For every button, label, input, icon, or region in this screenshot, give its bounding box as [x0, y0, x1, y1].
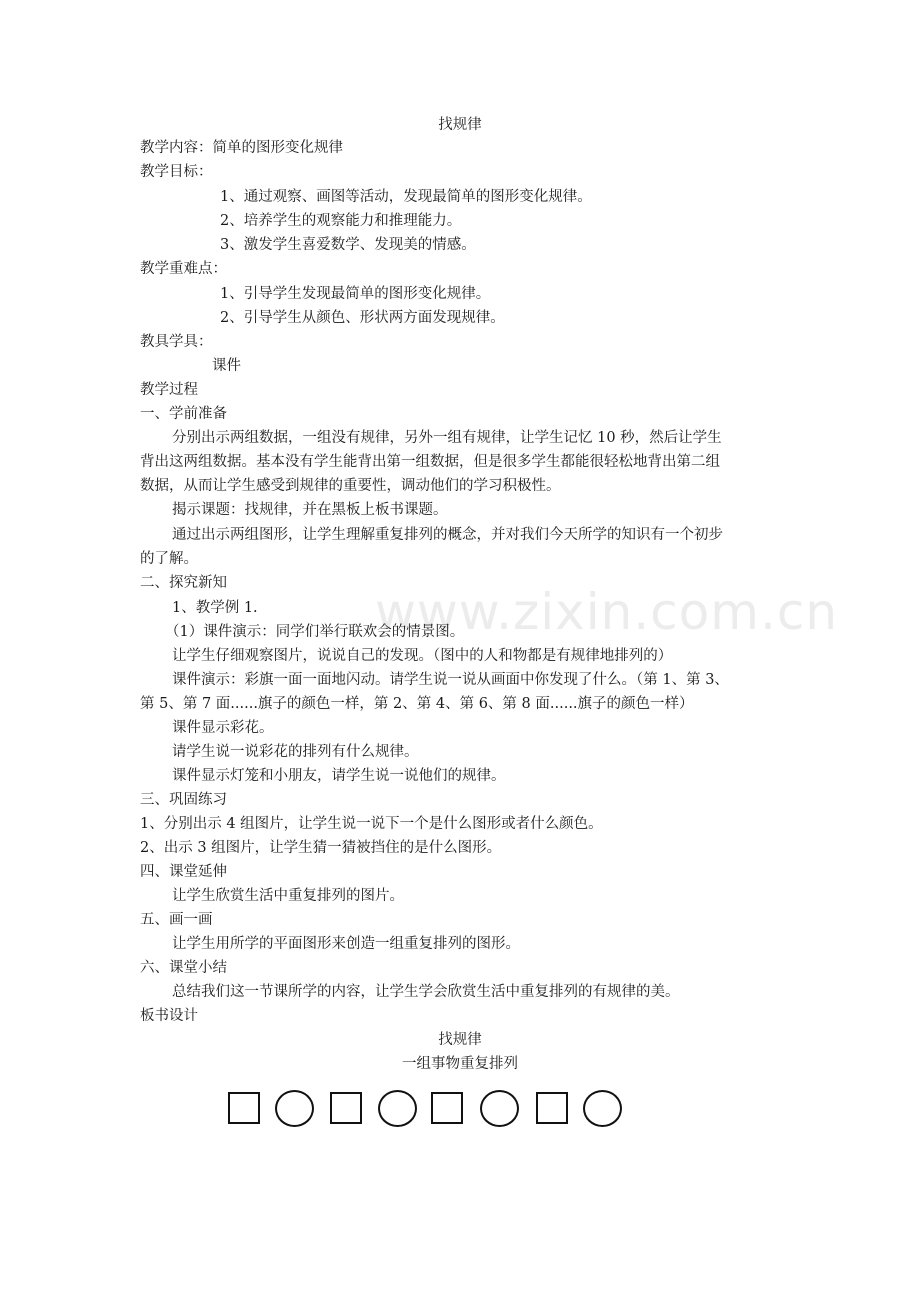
section-heading: 五、画一画	[140, 912, 213, 928]
paragraph-line: 总结我们这一节课所学的内容，让学生学会欣赏生活中重复排列的有规律的美。	[172, 984, 680, 1000]
section-heading: 一、学前准备	[140, 406, 227, 422]
goal-item: 3、激发学生喜爱数学、发现美的情感。	[220, 237, 476, 253]
paragraph-line: 请学生说一说彩花的排列有什么规律。	[172, 744, 419, 760]
section-heading: 二、探究新知	[140, 575, 227, 591]
board-heading: 板书设计	[140, 1008, 198, 1024]
paragraph-line: 让学生用所学的平面图形来创造一组重复排列的图形。	[172, 936, 520, 952]
paragraph-line: 2、出示 3 组图片，让学生猜一猜被挡住的是什么图形。	[140, 840, 502, 856]
paragraph-line: 数据，从而让学生感受到规律的重要性，调动他们的学习积极性。	[140, 478, 561, 494]
paragraph-line: 课件显示灯笼和小朋友，请学生说一说他们的规律。	[172, 768, 506, 784]
section-heading: 六、课堂小结	[140, 960, 227, 976]
board-title: 找规律	[438, 1032, 482, 1048]
goals-heading: 教学目标：	[140, 164, 213, 180]
paragraph-line: 1、教学例 1.	[172, 600, 258, 616]
square-shape	[228, 1092, 260, 1124]
square-shape	[536, 1092, 568, 1124]
paragraph-line: 的了解。	[140, 551, 198, 567]
circle-shape	[275, 1090, 314, 1127]
goal-item: 1、通过观察、画图等活动，发现最简单的图形变化规律。	[220, 189, 592, 205]
section-heading: 三、巩固练习	[140, 792, 227, 808]
paragraph-line: （1）课件演示：同学们举行联欢会的情景图。	[165, 624, 465, 640]
paragraph-line: 揭示课题：找规律，并在黑板上板书课题。	[172, 502, 448, 518]
circle-shape	[378, 1090, 417, 1127]
square-shape	[330, 1092, 362, 1124]
paragraph-line: 第 5、第 7 面......旗子的颜色一样，第 2、第 4、第 6、第 8 面......旗子的颜色一样）	[140, 696, 694, 712]
tools-value: 课件	[212, 358, 241, 374]
paragraph-line: 背出这两组数据。基本没有学生能背出第一组数据，但是很多学生都能很轻松地背出第二组	[140, 454, 720, 470]
tools-heading: 教具学具：	[140, 334, 213, 350]
key-point: 1、引导学生发现最简单的图形变化规律。	[220, 286, 491, 302]
process-heading: 教学过程	[140, 382, 198, 398]
board-subtitle: 一组事物重复排列	[402, 1056, 518, 1072]
content-line: 教学内容：简单的图形变化规律	[140, 140, 343, 156]
watermark: www.zixin.com.cn	[375, 583, 839, 641]
paragraph-line: 让学生仔细观察图片，说说自己的发现。（图中的人和物都是有规律地排列的）	[172, 648, 673, 664]
document-title: 找规律	[438, 117, 482, 133]
paragraph-line: 分别出示两组数据，一组没有规律，另外一组有规律，让学生记忆 10 秒，然后让学生	[172, 430, 722, 446]
goal-item: 2、培养学生的观察能力和推理能力。	[220, 213, 462, 229]
paragraph-line: 课件演示：彩旗一面一面地闪动。请学生说一说从画面中你发现了什么。（第 1、第 3、	[172, 672, 729, 688]
paragraph-line: 通过出示两组图形，让学生理解重复排列的概念，并对我们今天所学的知识有一个初步	[172, 527, 723, 543]
paragraph-line: 1、分别出示 4 组图片，让学生说一说下一个是什么图形或者什么颜色。	[140, 816, 603, 832]
square-shape	[431, 1092, 463, 1124]
paragraph-line: 让学生欣赏生活中重复排列的图片。	[172, 888, 404, 904]
key-point: 2、引导学生从颜色、形状两方面发现规律。	[220, 310, 505, 326]
section-heading: 四、课堂延伸	[140, 864, 227, 880]
key-heading: 教学重难点：	[140, 261, 227, 277]
circle-shape	[583, 1090, 622, 1127]
circle-shape	[480, 1090, 519, 1127]
paragraph-line: 课件显示彩花。	[172, 720, 274, 736]
board-shapes-row	[228, 1090, 628, 1130]
